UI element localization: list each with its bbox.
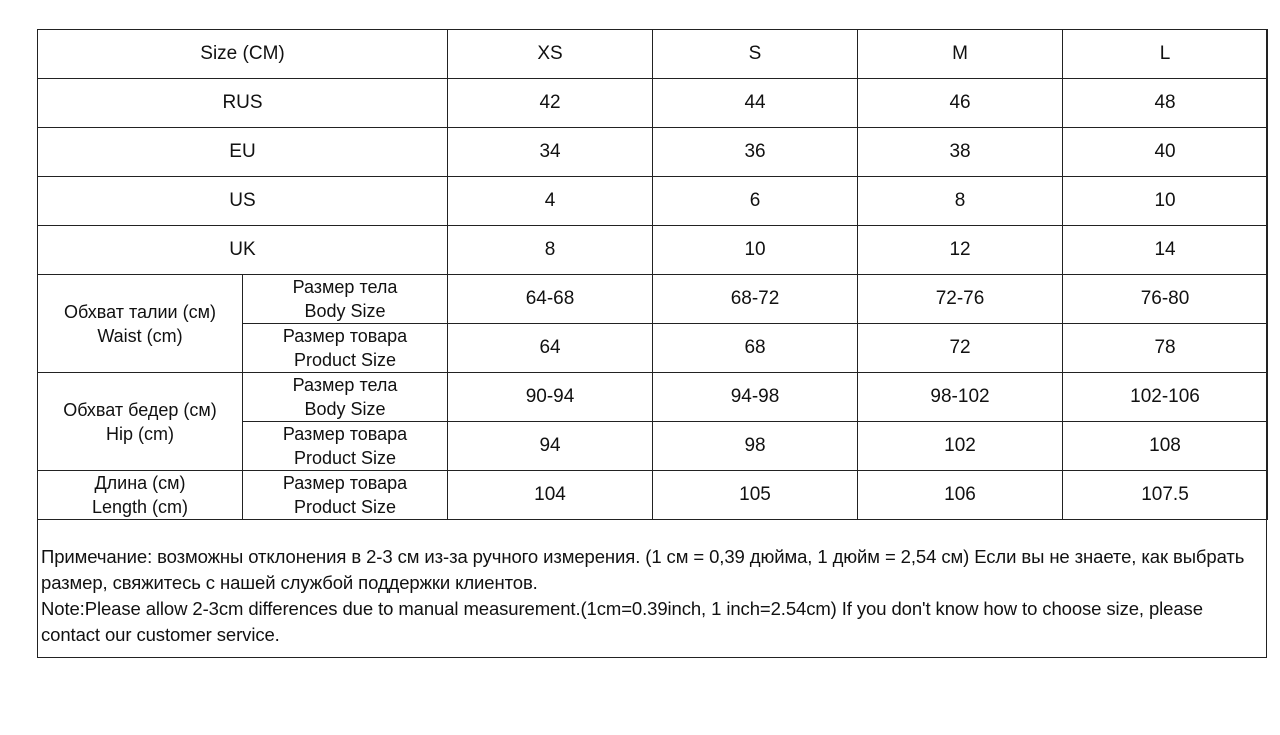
table-row-eu [38, 128, 1268, 177]
header-label: Size (CM) [38, 30, 448, 79]
row-label-length [38, 471, 243, 520]
table-row-uk [38, 226, 1268, 275]
size-s-header: S [653, 30, 858, 79]
table-cell: 8 [858, 177, 1063, 226]
length-label-ru: Длина (см) [94, 473, 186, 493]
table-cell: 94 [448, 422, 653, 471]
table-row-hip-body [38, 373, 1268, 422]
table-cell: 102-106 [1063, 373, 1268, 422]
hip-label-ru: Обхват бедер (см) [63, 399, 217, 420]
table-cell: 108 [1063, 422, 1268, 471]
table-row-length-product [38, 471, 1268, 520]
table-cell: 10 [1063, 177, 1268, 226]
table-cell: 76-80 [1063, 275, 1268, 324]
table-cell: 38 [858, 128, 1063, 177]
row-label-eu: EU [38, 128, 448, 177]
product-size-label-en: Product Size [293, 448, 397, 468]
table-cell: 106 [858, 471, 1063, 520]
row-label-uk: UK [38, 226, 448, 275]
table-cell: 104 [448, 471, 653, 520]
table-cell: 12 [858, 226, 1063, 275]
size-table [37, 29, 1268, 520]
product-size-label-en: Product Size [293, 350, 397, 370]
table-cell: 107.5 [1063, 471, 1268, 520]
product-size-label-ru: Размер товара [282, 473, 408, 493]
size-xs-header: XS [448, 30, 653, 79]
table-cell: 72-76 [858, 275, 1063, 324]
table-row-waist-body [38, 275, 1268, 324]
table-cell: 14 [1063, 226, 1268, 275]
table-cell: 105 [653, 471, 858, 520]
table-cell: 98 [653, 422, 858, 471]
size-chart [37, 29, 1267, 658]
measurement-note [41, 544, 1263, 648]
table-cell: 68-72 [653, 275, 858, 324]
body-size-label-ru: Размер тела [292, 277, 398, 297]
table-cell: 6 [653, 177, 858, 226]
sublabel-product-size [243, 324, 448, 373]
row-label-rus: RUS [38, 79, 448, 128]
table-cell: 42 [448, 79, 653, 128]
product-size-label-en: Product Size [293, 497, 397, 517]
product-size-label-ru: Размер товара [282, 424, 408, 444]
body-size-label-en: Body Size [304, 301, 386, 321]
sublabel-product-size [243, 422, 448, 471]
sublabel-body-size [243, 275, 448, 324]
table-row-header [38, 30, 1268, 79]
table-row-us [38, 177, 1268, 226]
body-size-label-ru: Размер тела [292, 375, 398, 395]
table-cell: 64-68 [448, 275, 653, 324]
table-row-rus [38, 79, 1268, 128]
length-label-en: Length (cm) [91, 497, 189, 517]
waist-label-en: Waist (cm) [97, 325, 183, 346]
table-cell: 40 [1063, 128, 1268, 177]
table-cell: 72 [858, 324, 1063, 373]
table-cell: 94-98 [653, 373, 858, 422]
note-text-ru: Примечание: возможны отклонения в 2-3 см из-за ручного измерения. (1 см = 0,39 дюйма, 1 дюйм = 2,54 см) Если вы не знаете, как выбрать размер, свяжитесь с нашей службой поддержки клиентов. [41, 546, 1245, 593]
table-cell: 34 [448, 128, 653, 177]
table-cell: 10 [653, 226, 858, 275]
size-m-header: M [858, 30, 1063, 79]
table-cell: 46 [858, 79, 1063, 128]
table-cell: 36 [653, 128, 858, 177]
table-cell: 4 [448, 177, 653, 226]
row-label-hip [38, 373, 243, 471]
table-cell: 44 [653, 79, 858, 128]
row-label-us: US [38, 177, 448, 226]
hip-label-en: Hip (cm) [106, 423, 174, 444]
table-cell: 78 [1063, 324, 1268, 373]
row-label-waist [38, 275, 243, 373]
sublabel-body-size [243, 373, 448, 422]
table-cell: 8 [448, 226, 653, 275]
table-cell: 90-94 [448, 373, 653, 422]
table-cell: 68 [653, 324, 858, 373]
size-l-header: L [1063, 30, 1268, 79]
table-cell: 48 [1063, 79, 1268, 128]
body-size-label-en: Body Size [304, 399, 386, 419]
sublabel-product-size [243, 471, 448, 520]
product-size-label-ru: Размер товара [282, 326, 408, 346]
note-text-en: Note:Please allow 2-3cm differences due to manual measurement.(1cm=0.39inch, 1 inch=2.54cm) If you don't know how to choose size, please contact our customer service. [41, 598, 1203, 645]
waist-label-ru: Обхват талии (см) [64, 301, 216, 322]
table-cell: 98-102 [858, 373, 1063, 422]
table-cell: 64 [448, 324, 653, 373]
table-cell: 102 [858, 422, 1063, 471]
